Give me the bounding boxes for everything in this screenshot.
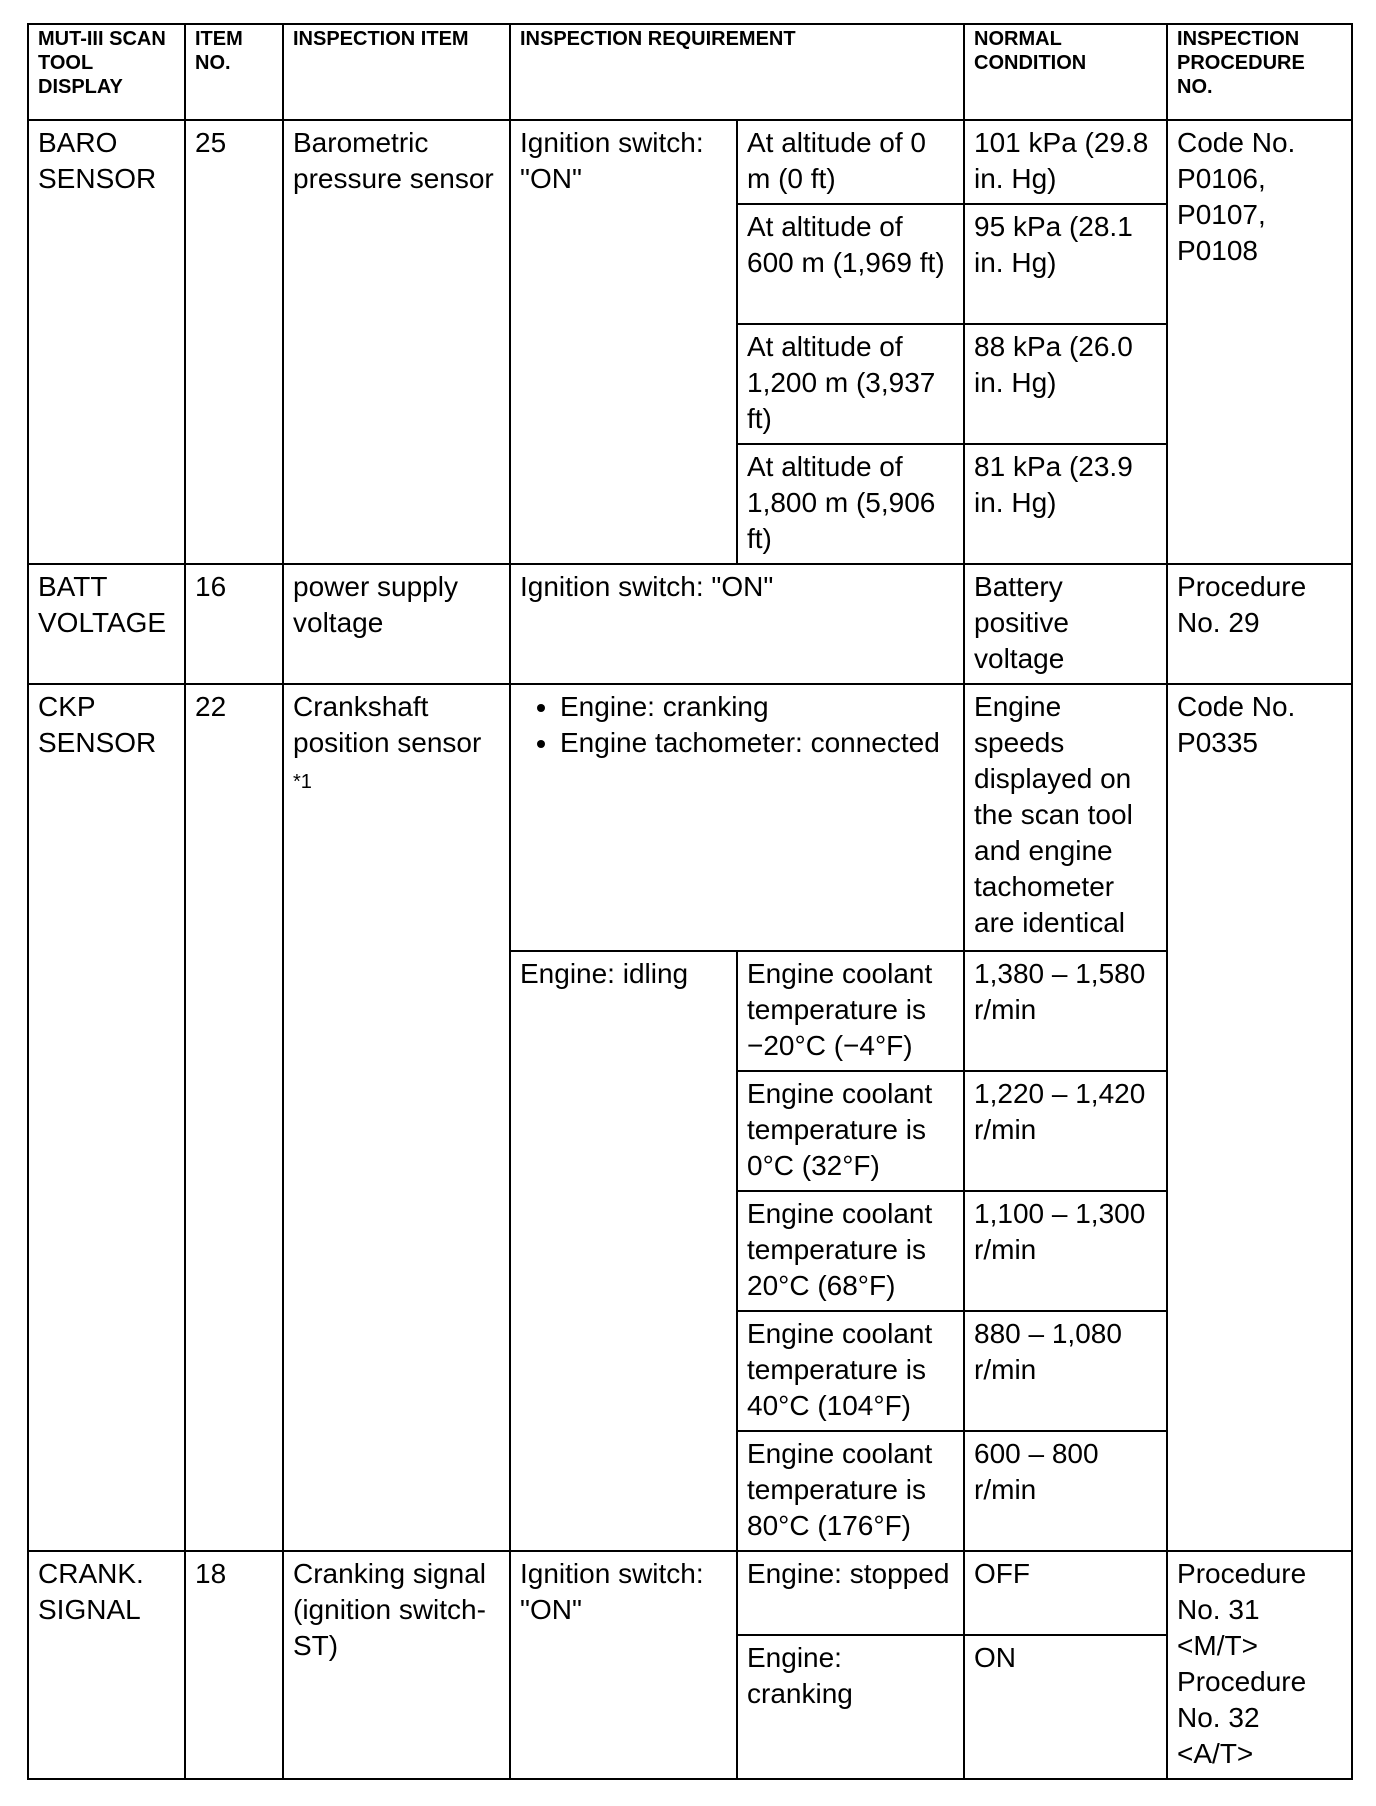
header-display: MUT-III SCAN TOOL DISPLAY xyxy=(28,24,185,120)
crank-item-no: 18 xyxy=(185,1551,283,1779)
ckp-normal: 600 – 800 r/min xyxy=(964,1431,1167,1551)
bullet-list xyxy=(520,689,955,761)
baro-normal: 101 kPa (29.8 in. Hg) xyxy=(964,120,1167,204)
crank-inspection-item: Cranking signal (ignition switch-ST) xyxy=(283,1551,510,1779)
crank-normal: OFF xyxy=(964,1551,1167,1635)
crank-procedure-mt: Procedure No. 31 <M/T> xyxy=(1177,1558,1307,1661)
ckp-display: CKP SENSOR xyxy=(28,684,185,1551)
table-row xyxy=(28,1551,1352,1635)
baro-normal: 81 kPa (23.9 in. Hg) xyxy=(964,444,1167,564)
ckp-condition: Engine coolant temperature is −20°C (−4°F) xyxy=(737,951,964,1071)
ckp-footnote-mark: *1 xyxy=(293,771,312,793)
bullet-item: • Engine tachometer: connected xyxy=(560,725,955,761)
header-row xyxy=(28,24,1352,120)
table-row xyxy=(28,564,1352,684)
header-procedure-no: INSPECTION PROCEDURE NO. xyxy=(1167,24,1352,120)
baro-normal: 88 kPa (26.0 in. Hg) xyxy=(964,324,1167,444)
ckp-condition: Engine coolant temperature is 80°C (176°F) xyxy=(737,1431,964,1551)
baro-item-no: 25 xyxy=(185,120,283,564)
header-inspection-item: INSPECTION ITEM xyxy=(283,24,510,120)
inspection-table xyxy=(27,23,1353,1780)
table-row xyxy=(28,120,1352,204)
crank-condition: Engine: stopped xyxy=(737,1551,964,1635)
crank-procedure-at: Procedure No. 32 <A/T> xyxy=(1177,1666,1307,1769)
ckp-normal: 1,220 – 1,420 r/min xyxy=(964,1071,1167,1191)
baro-inspection-item: Barometric pressure sensor xyxy=(283,120,510,564)
baro-condition: At altitude of 1,800 m (5,906 ft) xyxy=(737,444,964,564)
ckp-normal: 1,100 – 1,300 r/min xyxy=(964,1191,1167,1311)
batt-display: BATT VOLTAGE xyxy=(28,564,185,684)
ckp-cranking-requirement xyxy=(510,684,964,951)
header-inspection-requirement: INSPECTION REQUIREMENT xyxy=(510,24,964,120)
crank-procedure xyxy=(1167,1551,1352,1779)
crank-requirement: Ignition switch: "ON" xyxy=(510,1551,737,1779)
table-row xyxy=(28,684,1352,951)
ckp-procedure: Code No. P0335 xyxy=(1167,684,1352,1551)
baro-condition: At altitude of 0 m (0 ft) xyxy=(737,120,964,204)
batt-requirement: Ignition switch: "ON" xyxy=(510,564,964,684)
crank-normal: ON xyxy=(964,1635,1167,1779)
header-normal-condition: NORMAL CONDITION xyxy=(964,24,1167,120)
ckp-condition: Engine coolant temperature is 20°C (68°F) xyxy=(737,1191,964,1311)
bullet-item: • Engine: cranking xyxy=(560,689,955,725)
baro-condition: At altitude of 1,200 m (3,937 ft) xyxy=(737,324,964,444)
ckp-condition: Engine coolant temperature is 40°C (104°F) xyxy=(737,1311,964,1431)
header-item-no: ITEM NO. xyxy=(185,24,283,120)
crank-condition: Engine: cranking xyxy=(737,1635,964,1779)
baro-condition: At altitude of 600 m (1,969 ft) xyxy=(737,204,964,324)
baro-procedure: Code No. P0106, P0107, P0108 xyxy=(1167,120,1352,564)
crank-display: CRANK. SIGNAL xyxy=(28,1551,185,1779)
baro-display: BARO SENSOR xyxy=(28,120,185,564)
ckp-item-no: 22 xyxy=(185,684,283,1551)
ckp-normal: 1,380 – 1,580 r/min xyxy=(964,951,1167,1071)
ckp-inspection-item xyxy=(283,684,510,1551)
ckp-condition: Engine coolant temperature is 0°C (32°F) xyxy=(737,1071,964,1191)
baro-requirement: Ignition switch: "ON" xyxy=(510,120,737,564)
batt-item-no: 16 xyxy=(185,564,283,684)
ckp-idle-requirement: Engine: idling xyxy=(510,951,737,1551)
batt-normal: Battery positive voltage xyxy=(964,564,1167,684)
batt-inspection-item: power supply voltage xyxy=(283,564,510,684)
ckp-item-label: Crankshaft position sensor xyxy=(293,691,482,758)
baro-normal: 95 kPa (28.1 in. Hg) xyxy=(964,204,1167,324)
ckp-normal: 880 – 1,080 r/min xyxy=(964,1311,1167,1431)
batt-procedure: Procedure No. 29 xyxy=(1167,564,1352,684)
ckp-cranking-normal: Engine speeds displayed on the scan tool and engine tachometer are identical xyxy=(964,684,1167,951)
